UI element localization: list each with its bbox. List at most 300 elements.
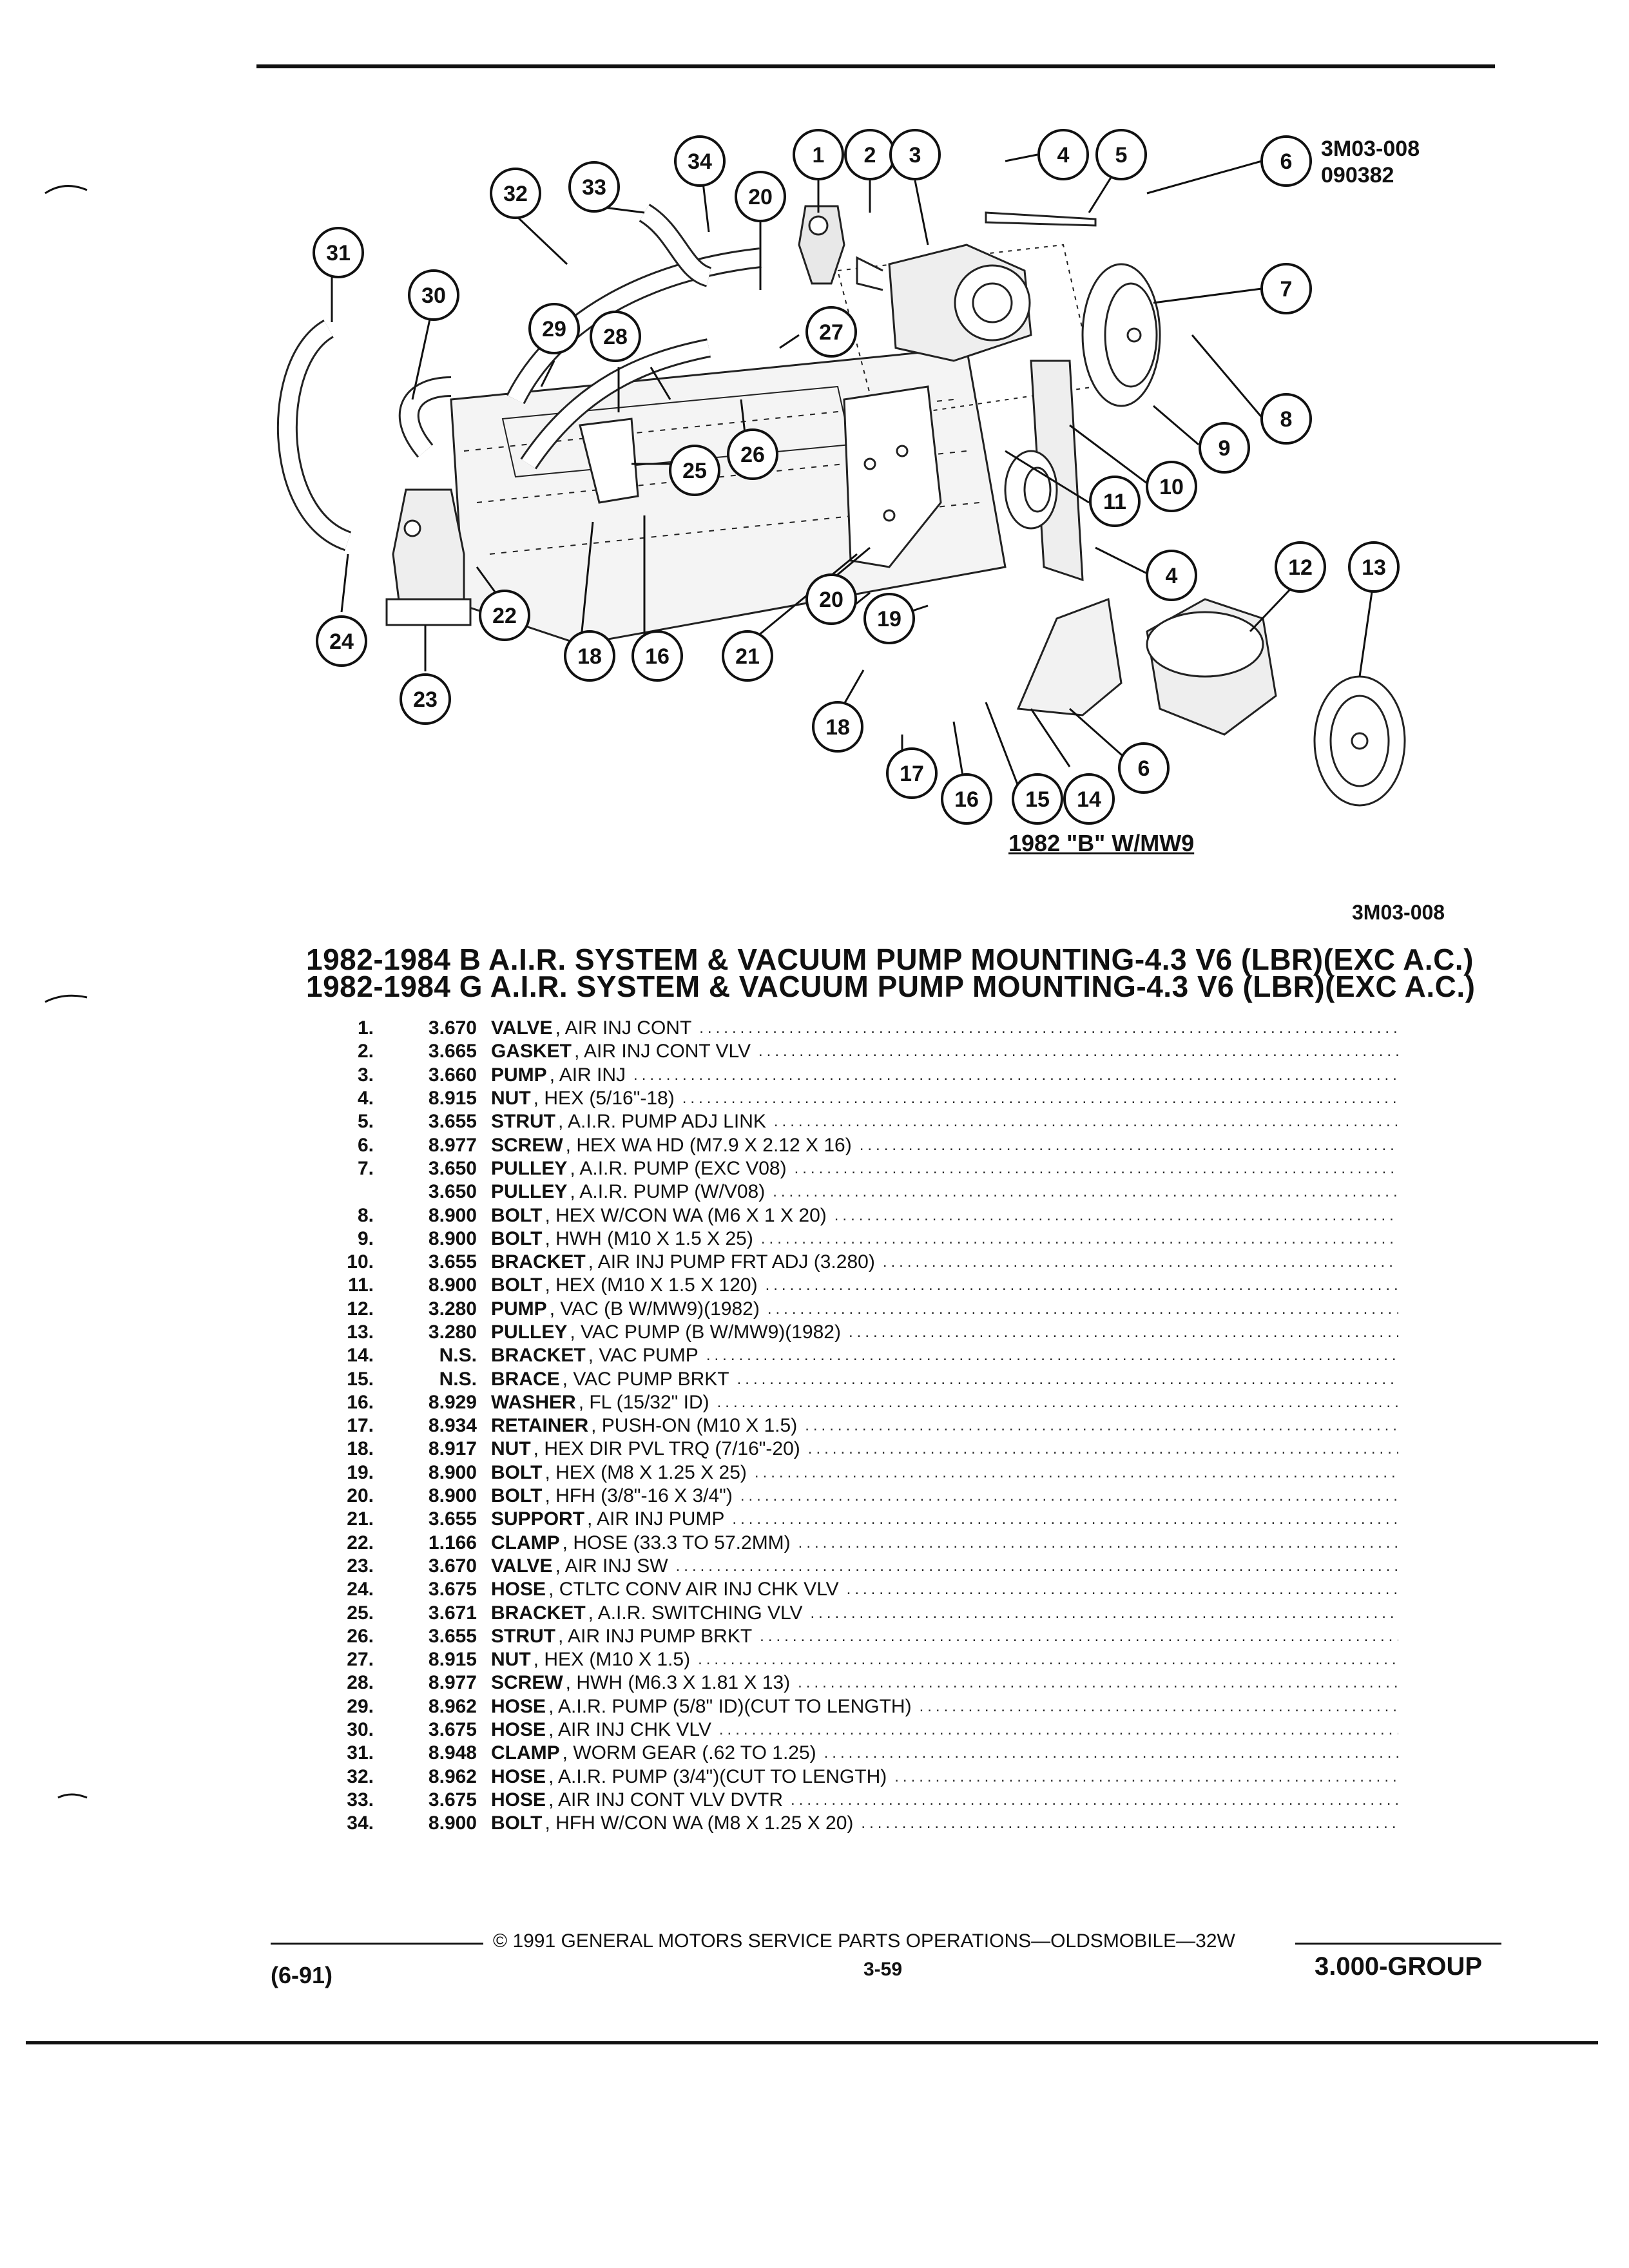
diagram-caption: 1982 "B" W/MW9 [1008,830,1195,856]
part-name: CLAMP [491,1532,560,1553]
bottom-rule [26,2041,1598,2044]
callout-23 [401,675,450,724]
part-name: RETAINER [491,1415,589,1437]
callout-25 [670,446,719,495]
part-name: SUPPORT [491,1508,585,1530]
part-number: 11. [347,1274,374,1296]
callout-20a [807,575,856,624]
part-number: 5. [357,1111,374,1133]
part-name: BOLT [491,1274,543,1296]
callout-16a [942,774,991,823]
part-description: , AIR INJ PUMP BRKT [558,1625,753,1647]
footer-rule-left [271,1943,483,1945]
part-row [303,1344,1398,1367]
part-row [303,1274,1398,1297]
section-title-b: 1982-1984 B A.I.R. SYSTEM & VACUUM PUMP MOUNTING-4.3 V6 (LBR)(EXC A.C.) [306,943,1474,976]
part-number: 21. [347,1508,374,1530]
part-number: 2. [357,1041,374,1062]
section-title-g: 1982-1984 G A.I.R. SYSTEM & VACUUM PUMP MOUNTING-4.3 V6 (LBR)(EXC A.C.) [306,970,1476,1003]
leader-dots [761,1230,1398,1248]
leader-dots [860,1137,1398,1155]
part-number: 27. [347,1649,374,1671]
callout-5 [1097,130,1146,179]
part-description: , A.I.R. SWITCHING VLV [588,1602,803,1624]
svg-text:6: 6 [1137,756,1150,781]
part-number: 31. [347,1742,374,1764]
part-number: 7. [357,1157,374,1179]
part-row [303,1204,1398,1227]
svg-text:10: 10 [1159,475,1184,499]
callout-19 [865,594,914,643]
part-row [303,1040,1398,1063]
svg-text:28: 28 [603,325,628,349]
callout-6b [1119,744,1168,793]
svg-text:25: 25 [682,459,707,483]
svg-text:11: 11 [1103,490,1126,514]
leader-dots [773,1183,1398,1201]
part-description: , AIR INJ CONT VLV DVTR [548,1789,783,1811]
svg-text:16: 16 [645,644,670,669]
part-group-code: 3.650 [428,1181,477,1203]
part-name: BRACKET [491,1251,586,1273]
part-row [303,1578,1398,1601]
page-number: 3-59 [863,1959,903,1980]
svg-text:20: 20 [748,185,773,209]
part-name: VALVE [491,1017,553,1039]
part-group-code: 3.280 [428,1321,477,1343]
part-description: , WORM GEAR (.62 TO 1.25) [562,1742,816,1764]
part-group-code: 8.900 [428,1274,477,1296]
svg-text:2: 2 [863,143,876,168]
part-name: NUT [491,1088,531,1110]
part-description: , AIR INJ [549,1064,626,1086]
callout-3 [891,130,940,179]
svg-text:4: 4 [1165,564,1178,588]
part-group-code: 8.915 [428,1649,477,1671]
callout-18a [813,702,862,751]
part-name: BOLT [491,1461,543,1483]
svg-text:13: 13 [1362,555,1386,580]
part-description: , HFH W/CON WA (M8 X 1.25 X 20) [545,1812,854,1834]
leader-dots [717,1394,1398,1412]
leader-dots [698,1651,1398,1669]
part-row [303,1180,1398,1204]
part-group-code: N.S. [439,1368,477,1390]
part-number: 22. [347,1532,374,1553]
part-number: 33. [347,1789,374,1811]
part-description: , HEX WA HD (M7.9 X 2.12 X 16) [565,1134,852,1156]
svg-text:18: 18 [577,644,602,669]
part-number: 13. [347,1321,374,1343]
part-number: 34. [347,1812,374,1834]
part-description: , VAC PUMP (B W/MW9)(1982) [570,1321,841,1343]
leader-dots [682,1090,1398,1108]
exploded-parts-diagram [0,0,1629,902]
part-description: , A.I.R. PUMP (W/V08) [570,1181,766,1203]
part-name: GASKET [491,1041,572,1062]
part-group-code: 3.670 [428,1017,477,1039]
svg-text:24: 24 [329,629,354,654]
part-number: 20. [347,1485,374,1507]
part-group-code: 8.915 [428,1088,477,1110]
callout-2 [845,130,894,179]
part-number: 29. [347,1695,374,1717]
part-group-code: 8.917 [428,1438,477,1460]
part-name: BRACKET [491,1602,586,1624]
part-description: , AIR INJ SW [555,1555,668,1577]
part-description: , A.I.R. PUMP ADJ LINK [558,1111,766,1133]
part-description: , A.I.R. PUMP (EXC V08) [570,1157,787,1179]
part-group-code: 8.929 [428,1391,477,1413]
part-group-code: 3.655 [428,1625,477,1647]
svg-text:34: 34 [688,149,712,174]
callout-21 [723,631,772,680]
part-name: STRUT [491,1625,555,1647]
part-description: , HWH (M6.3 X 1.81 X 13) [565,1672,791,1694]
part-name: SCREW [491,1672,563,1694]
callout-10 [1147,462,1196,511]
part-description: , AIR INJ CONT VLV [574,1041,751,1062]
leader-dots [699,1019,1398,1037]
leader-dots [798,1674,1398,1692]
leader-dots [706,1347,1398,1365]
svg-text:33: 33 [582,175,606,200]
part-number: 25. [347,1602,374,1624]
callout-32 [491,169,540,218]
part-group-code: 3.650 [428,1157,477,1179]
part-group-code: 1.166 [428,1532,477,1553]
leader-dots [676,1557,1398,1575]
part-description: , VAC PUMP BRKT [562,1368,729,1390]
part-description: , AIR INJ PUMP FRT ADJ (3.280) [588,1251,875,1273]
callout-14 [1065,774,1113,823]
part-number: 12. [347,1298,374,1320]
leader-dots [760,1628,1398,1646]
part-number: 30. [347,1719,374,1741]
part-group-code: 3.671 [428,1602,477,1624]
part-group-code: 8.948 [428,1742,477,1764]
callout-15 [1013,774,1062,823]
part-row [303,1648,1398,1671]
part-description: , HEX W/CON WA (M6 X 1 X 20) [545,1204,827,1226]
part-name: HOSE [491,1765,546,1787]
part-name: HOSE [491,1719,546,1741]
part-name: BOLT [491,1204,543,1226]
callout-24 [317,617,366,666]
svg-text:8: 8 [1280,407,1293,432]
part-row [303,1251,1398,1274]
svg-text:9: 9 [1218,436,1231,461]
figure-date: 090382 [1321,163,1394,187]
leader-dots [732,1510,1398,1528]
part-row [303,1110,1398,1133]
part-number: 6. [357,1134,374,1156]
part-name: STRUT [491,1111,555,1133]
part-group-code: 8.900 [428,1204,477,1226]
part-group-code: 3.670 [428,1555,477,1577]
part-name: BRACE [491,1368,560,1390]
part-description: , AIR INJ CONT [555,1017,692,1039]
part-group-code: 8.962 [428,1765,477,1787]
part-group-code: 3.675 [428,1719,477,1741]
part-name: PULLEY [491,1157,568,1179]
part-number: 15. [347,1368,374,1390]
leader-dots [791,1791,1398,1809]
leader-dots [758,1043,1398,1061]
callout-22 [480,591,529,640]
leader-dots [824,1744,1398,1762]
figure-code-top: 3M03-008 [1321,137,1420,161]
leader-dots [849,1323,1398,1341]
leader-dots [740,1487,1398,1505]
svg-text:12: 12 [1288,555,1313,580]
part-name: CLAMP [491,1742,560,1764]
leader-dots [920,1698,1398,1716]
part-group-code: 3.655 [428,1111,477,1133]
callout-16b [633,631,682,680]
part-row [303,1087,1398,1110]
part-group-code: 8.900 [428,1812,477,1834]
part-number: 8. [357,1204,374,1226]
part-row [303,1298,1398,1321]
part-number: 23. [347,1555,374,1577]
svg-text:3: 3 [909,143,921,168]
part-name: NUT [491,1438,531,1460]
part-name: BOLT [491,1812,543,1834]
leader-dots [798,1534,1398,1552]
part-row [303,1437,1398,1461]
part-description: , HEX DIR PVL TRQ (7/16"-20) [533,1438,800,1460]
part-row [303,1064,1398,1087]
part-number: 14. [347,1345,374,1367]
callout-34 [675,137,724,186]
part-row [303,1391,1398,1414]
part-group-code: 3.665 [428,1041,477,1062]
leader-dots [883,1253,1398,1271]
part-row [303,1555,1398,1578]
date-code: (6-91) [271,1962,333,1988]
parts-list [303,1017,1398,1835]
leader-dots [719,1721,1398,1739]
callout-28 [591,312,640,361]
leader-dots [861,1814,1398,1832]
part-name: PULLEY [491,1321,568,1343]
svg-text:15: 15 [1025,787,1050,812]
part-name: BOLT [491,1227,543,1249]
part-number: 18. [347,1438,374,1460]
callout-9 [1200,423,1249,472]
leader-dots [774,1113,1398,1131]
svg-text:20: 20 [819,588,843,612]
callout-11 [1090,477,1139,526]
callout-7 [1262,264,1311,313]
svg-text:6: 6 [1280,149,1293,174]
part-row [303,1742,1398,1765]
part-group-code: N.S. [439,1345,477,1367]
callout-31 [314,228,363,277]
callout-20b [736,172,785,221]
part-row [303,1133,1398,1157]
part-name: HOSE [491,1789,546,1811]
svg-text:19: 19 [877,607,901,631]
part-description: , AIR INJ CHK VLV [548,1719,711,1741]
part-row [303,1485,1398,1508]
part-group-code: 3.655 [428,1251,477,1273]
part-number: 24. [347,1579,374,1600]
part-name: PUMP [491,1298,547,1320]
part-group-code: 8.977 [428,1134,477,1156]
part-row [303,1461,1398,1485]
part-row [303,1321,1398,1344]
part-name: VALVE [491,1555,553,1577]
svg-text:22: 22 [492,604,517,628]
part-group-code: 8.900 [428,1461,477,1483]
part-row [303,1718,1398,1742]
svg-text:29: 29 [542,317,566,341]
leader-dots [805,1417,1398,1435]
part-row [303,1789,1398,1812]
callout-12 [1276,543,1325,591]
part-number: 19. [347,1461,374,1483]
part-row [303,1508,1398,1531]
svg-text:30: 30 [421,284,446,308]
part-row [303,1765,1398,1789]
part-group-code: 3.655 [428,1508,477,1530]
part-row [303,1414,1398,1437]
leader-dots [847,1581,1398,1599]
part-name: HOSE [491,1695,546,1717]
copyright-line: © 1991 GENERAL MOTORS SERVICE PARTS OPERATIONS—OLDSMOBILE—32W [493,1930,1235,1952]
svg-text:27: 27 [819,320,843,345]
leader-dots [811,1604,1399,1622]
part-row [303,1157,1398,1180]
part-number: 9. [357,1227,374,1249]
leader-dots [766,1276,1398,1294]
svg-text:26: 26 [740,443,765,467]
figure-code-bottom: 3M03-008 [1352,901,1445,924]
part-description: , FL (15/32" ID) [578,1391,709,1413]
vacuum-pump-illustration [1018,599,1405,805]
svg-text:18: 18 [825,715,850,740]
part-row [303,1671,1398,1695]
part-group-code: 8.900 [428,1227,477,1249]
leader-dots [894,1768,1398,1786]
callout-33 [570,162,619,211]
part-group-code: 3.675 [428,1579,477,1600]
part-name: HOSE [491,1579,546,1600]
part-description: , HEX (M10 X 1.5) [533,1649,691,1671]
part-group-code: 8.934 [428,1415,477,1437]
part-number: 16. [347,1391,374,1413]
part-description: , VAC (B W/MW9)(1982) [549,1298,760,1320]
part-description: , AIR INJ PUMP [587,1508,725,1530]
callout-17 [887,749,936,798]
part-number: 10. [347,1251,374,1273]
part-row [303,1601,1398,1624]
leader-dots [737,1370,1398,1389]
callout-26 [728,430,777,479]
part-description: , HEX (M10 X 1.5 X 120) [545,1274,758,1296]
part-name: PUMP [491,1064,547,1086]
svg-text:32: 32 [503,182,528,206]
part-number: 32. [347,1765,374,1787]
leader-dots [767,1300,1398,1318]
callout-6a [1262,137,1311,186]
svg-text:23: 23 [413,687,438,712]
part-name: NUT [491,1649,531,1671]
callout-13 [1349,543,1398,591]
part-number: 26. [347,1625,374,1647]
callout-18b [565,631,614,680]
part-name: BOLT [491,1485,543,1507]
leader-dots [795,1160,1398,1178]
callout-27 [807,307,856,356]
part-description: , A.I.R. PUMP (5/8" ID)(CUT TO LENGTH) [548,1695,912,1717]
part-group-code: 3.280 [428,1298,477,1320]
svg-text:17: 17 [900,762,924,786]
part-number: 28. [347,1672,374,1694]
part-group-code: 3.660 [428,1064,477,1086]
part-description: , VAC PUMP [588,1345,699,1367]
part-description: , CTLTC CONV AIR INJ CHK VLV [548,1579,839,1600]
part-number: 4. [357,1088,374,1110]
callout-8 [1262,394,1311,443]
part-group-code: 8.962 [428,1695,477,1717]
part-description: , HOSE (33.3 TO 57.2MM) [562,1532,791,1553]
part-row [303,1227,1398,1251]
part-number: 1. [357,1017,374,1039]
callout-4b [1147,551,1196,600]
svg-text:14: 14 [1077,787,1101,812]
part-number: 17. [347,1415,374,1437]
part-description: , HWH (M10 X 1.5 X 25) [545,1227,753,1249]
part-row [303,1812,1398,1835]
part-name: SCREW [491,1134,563,1156]
svg-text:7: 7 [1280,277,1293,302]
callout-4a [1039,130,1088,179]
svg-text:1: 1 [812,143,825,168]
svg-text:31: 31 [326,241,351,265]
part-name: BRACKET [491,1345,586,1367]
part-group-code: 8.977 [428,1672,477,1694]
part-row [303,1017,1398,1040]
part-number: 3. [357,1064,374,1086]
leader-dots [808,1440,1398,1458]
part-row [303,1532,1398,1555]
svg-text:21: 21 [735,644,760,669]
callout-1 [794,130,843,179]
part-row [303,1695,1398,1718]
svg-text:4: 4 [1057,143,1070,168]
part-row [303,1367,1398,1390]
part-description: , HEX (M8 X 1.25 X 25) [545,1461,747,1483]
callout-29 [530,304,579,353]
part-description: , PUSH-ON (M10 X 1.5) [591,1415,798,1437]
leader-dots [633,1066,1398,1084]
leader-dots [755,1464,1398,1482]
part-name: WASHER [491,1391,576,1413]
svg-text:5: 5 [1115,143,1128,168]
part-description: , HFH (3/8"-16 X 3/4") [545,1485,733,1507]
part-group-code: 3.675 [428,1789,477,1811]
part-description: , A.I.R. PUMP (3/4")(CUT TO LENGTH) [548,1765,887,1787]
part-row [303,1625,1398,1648]
group-label: 3.000-GROUP [1315,1952,1483,1981]
svg-text:16: 16 [954,787,979,812]
part-group-code: 8.900 [428,1485,477,1507]
part-name: PULLEY [491,1181,568,1203]
part-description: , HEX (5/16"-18) [533,1088,675,1110]
